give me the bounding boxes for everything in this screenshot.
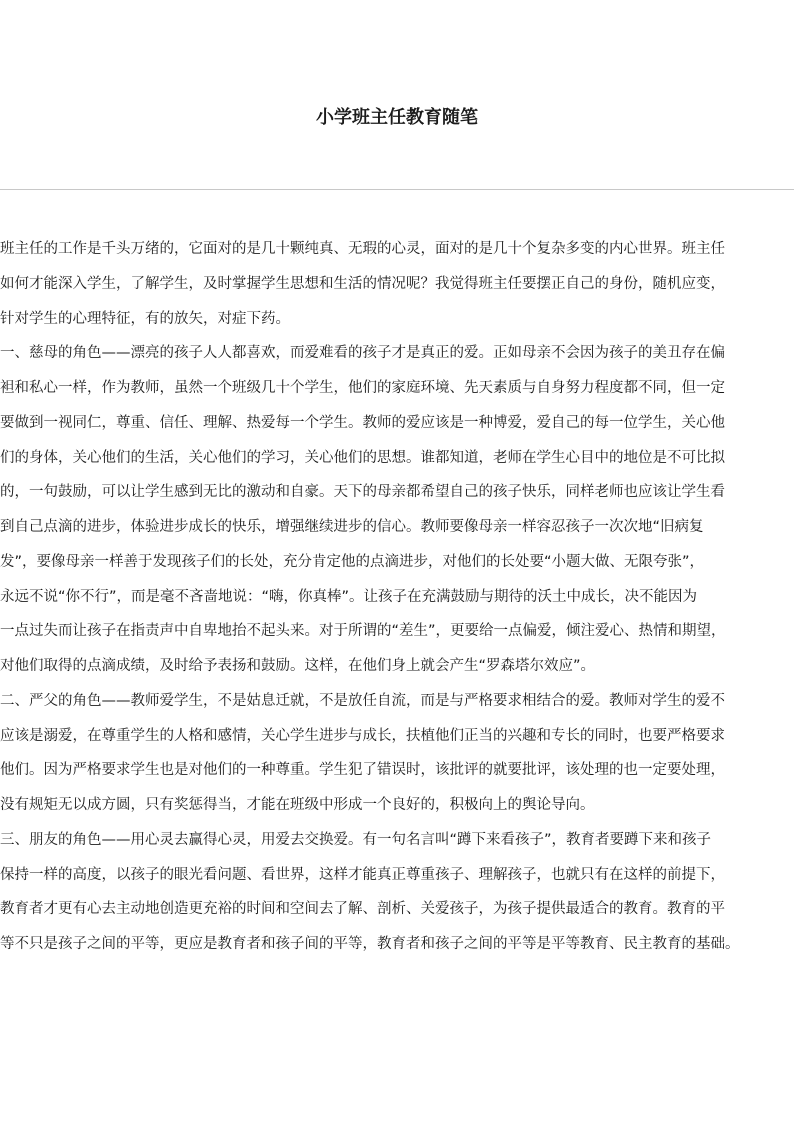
body-text-line: 一点过失而让孩子在指责声中自卑地抬不起头来。对于所谓的“差生”，更要给一点偏爱，倾注爱心、热情和期望，	[0, 623, 726, 640]
body-text-line: 他们。因为严格要求学生也是对他们的一种尊重。学生犯了错误时，该批评的就要批评，该处理的也一定要处理，	[0, 762, 725, 779]
body-text-line: 袒和私心一样，作为教师，虽然一个班级几十个学生，他们的家庭环境、先天素质与自身努力程度都不同，但一定	[0, 380, 725, 396]
body-text-line: 的，一句鼓励，可以让学生感到无比的激动和自豪。天下的母亲都希望自己的孩子快乐，同样老师也应该让学生看	[0, 484, 725, 501]
body-text-line: 如何才能深入学生，了解学生，及时掌握学生思想和生活的情况呢？我觉得班主任要摆正自己的身份，随机应变，	[0, 275, 725, 292]
body-text-line: 应该是溺爱，在尊重学生的人格和感情，关心学生进步与成长，扶植他们正当的兴趣和专长的同时，也要严格要求	[0, 727, 725, 744]
body-text-line: 保持一样的高度，以孩子的眼光看问题、看世界，这样才能真正尊重孩子、理解孩子，也就只有在这样的前提下，	[0, 866, 725, 883]
body-text-line: 等不只是孩子之间的平等，更应是教育者和孩子间的平等，教育者和孩子之间的平等是平等教育、民主教育的基础。	[0, 936, 740, 952]
body-text-line: 二、严父的角色——教师爱学生，不是姑息迁就，不是放任自流，而是与严格要求相结合的爱。教师对学生的爱不	[0, 692, 725, 709]
page-title: 小学班主任教育随笔	[316, 107, 478, 128]
body-text-line: 永远不说“你不行”，而是毫不吝啬地说：“嗨，你真棒”。让孩子在充满鼓励与期待的沃土中成长，决不能因为	[0, 588, 698, 605]
body-text-line: 没有规矩无以成方圆，只有奖惩得当，才能在班级中形成一个良好的，积极向上的舆论导向。	[0, 797, 595, 813]
body-text-line: 针对学生的心理特征，有的放矢，对症下药。	[0, 310, 290, 327]
body-text-line: 班主任的工作是千头万绪的，它面对的是几十颗纯真、无瑕的心灵，面对的是几十个复杂多变的内心世界。班主任	[0, 241, 725, 257]
body-text-line: 教育者才更有心去主动地创造更充裕的时间和空间去了解、剖析、关爱孩子，为孩子提供最适合的教育。教育的平	[0, 901, 725, 918]
body-text-line: 一、慈母的角色——漂亮的孩子人人都喜欢，而爱难看的孩子才是真正的爱。正如母亲不会因为孩子的美丑存在偏	[0, 345, 725, 362]
body-text-line: 三、朋友的角色——用心灵去赢得心灵，用爱去交换爱。有一句名言叫“蹲下来看孩子”，教育者要蹲下来和孩子	[0, 831, 712, 848]
header-divider	[0, 189, 794, 190]
body-text-line: 对他们取得的点滴成绩，及时给予表扬和鼓励。这样，在他们身上就会产生“罗森塔尔效应”。	[0, 658, 596, 674]
body-text-line: 发”，要像母亲一样善于发现孩子们的长处，充分肯定他的点滴进步，对他们的长处要“小题大做、无限夸张”，	[0, 553, 705, 570]
body-text-line: 们的身体，关心他们的生活，关心他们的学习，关心他们的思想。谁都知道，老师在学生心目中的地位是不可比拟	[0, 449, 725, 466]
article-body	[0, 237, 794, 967]
body-text-line: 到自己点滴的进步，体验进步成长的快乐，增强继续进步的信心。教师要像母亲一样容忍孩子一次次地“旧病复	[0, 519, 704, 535]
body-text-line: 要做到一视同仁，尊重、信任、理解、热爱每一个学生。教师的爱应该是一种博爱，爱自己的每一位学生，关心他	[0, 414, 725, 431]
